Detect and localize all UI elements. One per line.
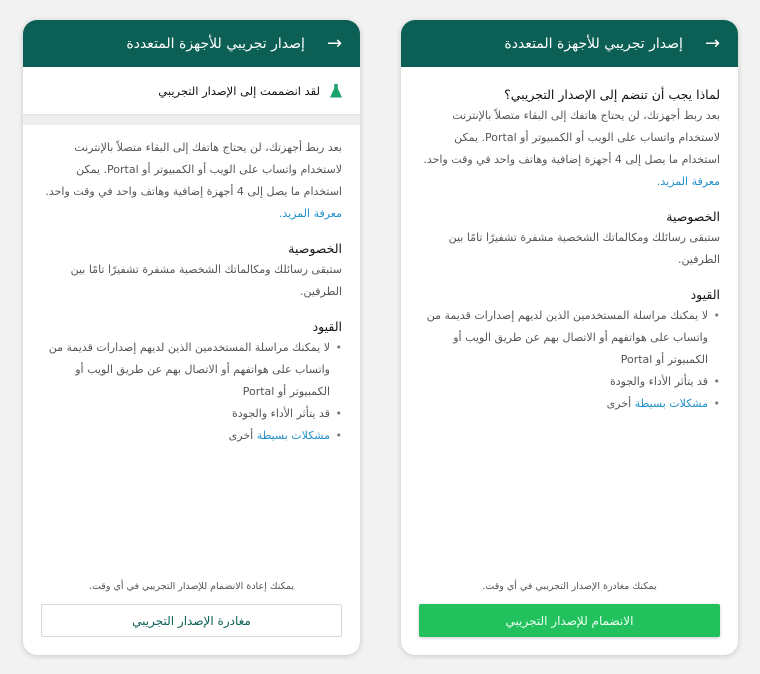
minor-issues-link[interactable]: مشكلات بسيطة [256,429,330,442]
flask-icon [330,84,342,98]
app-header [401,20,738,67]
list-item: • قد يتأثر الأداء والجودة [41,403,342,425]
privacy-title: الخصوصية [666,209,720,224]
banner-text: لقد انضممت إلى الإصدار التجريبي [158,83,320,98]
list-item: • مشكلات بسيطة أخرى [419,393,720,415]
app-header [23,20,360,67]
rejoin-note: يمكنك إعادة الانضمام للإصدار التجريبي في أي وقت. [88,581,295,592]
why-join-title: لماذا يجب أن تنضم إلى الإصدار التجريبي؟ [504,87,720,102]
privacy-text: ستبقى رسائلك ومكالماتك الشخصية مشفرة تشفيرًا تامًا بين الطرفين. [70,263,342,298]
limits-title: القيود [690,287,720,302]
back-arrow-icon[interactable]: ← [704,33,720,54]
joined-banner [23,67,360,115]
list-item: • لا يمكنك مراسلة المستخدمين الذين لديهم إصدارات قديمة من واتساب على هواتفهم أو الاتصال بهم عن طريق الويب أو الكمبيوتر أو Portal [41,337,342,403]
join-beta-screen [401,20,738,655]
privacy-text: ستبقى رسائلك ومكالماتك الشخصية مشفرة تشفيرًا تامًا بين الطرفين. [448,231,720,266]
join-beta-button[interactable]: الانضمام للإصدار التجريبي [419,604,720,637]
privacy-title: الخصوصية [288,241,342,256]
intro-text: بعد ربط أجهزتك، لن يحتاج هاتفك إلى البقاء متصلاً بالإنترنت لاستخدام واتساب على الويب أو الكمبيوتر أو Portal. يمكن استخدام ما يصل إلى 4 أجهزة إضافية وهاتف واحد في وقت واحد. معرفة المزيد. [423,109,720,188]
limits-list [41,337,342,447]
limits-list [419,305,720,415]
header-title: إصدار تجريبي للأجهزة المتعددة [504,35,683,52]
limits-title: القيود [312,319,342,334]
header-title: إصدار تجريبي للأجهزة المتعددة [126,35,305,52]
list-item: • مشكلات بسيطة أخرى [41,425,342,447]
list-item: • قد يتأثر الأداء والجودة [419,371,720,393]
intro-text: بعد ربط أجهزتك، لن يحتاج هاتفك إلى البقاء متصلاً بالإنترنت لاستخدام واتساب على الويب أو الكمبيوتر أو Portal. يمكن استخدام ما يصل إلى 4 أجهزة إضافية وهاتف واحد في وقت واحد. معرفة المزيد. [45,141,342,220]
joined-beta-screen [23,20,360,655]
divider [23,115,360,125]
leave-beta-button[interactable]: مغادرة الإصدار التجريبي [41,604,342,637]
list-item: • لا يمكنك مراسلة المستخدمين الذين لديهم إصدارات قديمة من واتساب على هواتفهم أو الاتصال بهم عن طريق الويب أو الكمبيوتر أو Portal [419,305,720,371]
back-arrow-icon[interactable]: ← [326,33,342,54]
learn-more-link[interactable]: معرفة المزيد. [278,207,342,220]
minor-issues-link[interactable]: مشكلات بسيطة [634,397,708,410]
leave-note: يمكنك مغادرة الإصدار التجريبي في أي وقت. [482,581,657,592]
learn-more-link[interactable]: معرفة المزيد. [656,175,720,188]
